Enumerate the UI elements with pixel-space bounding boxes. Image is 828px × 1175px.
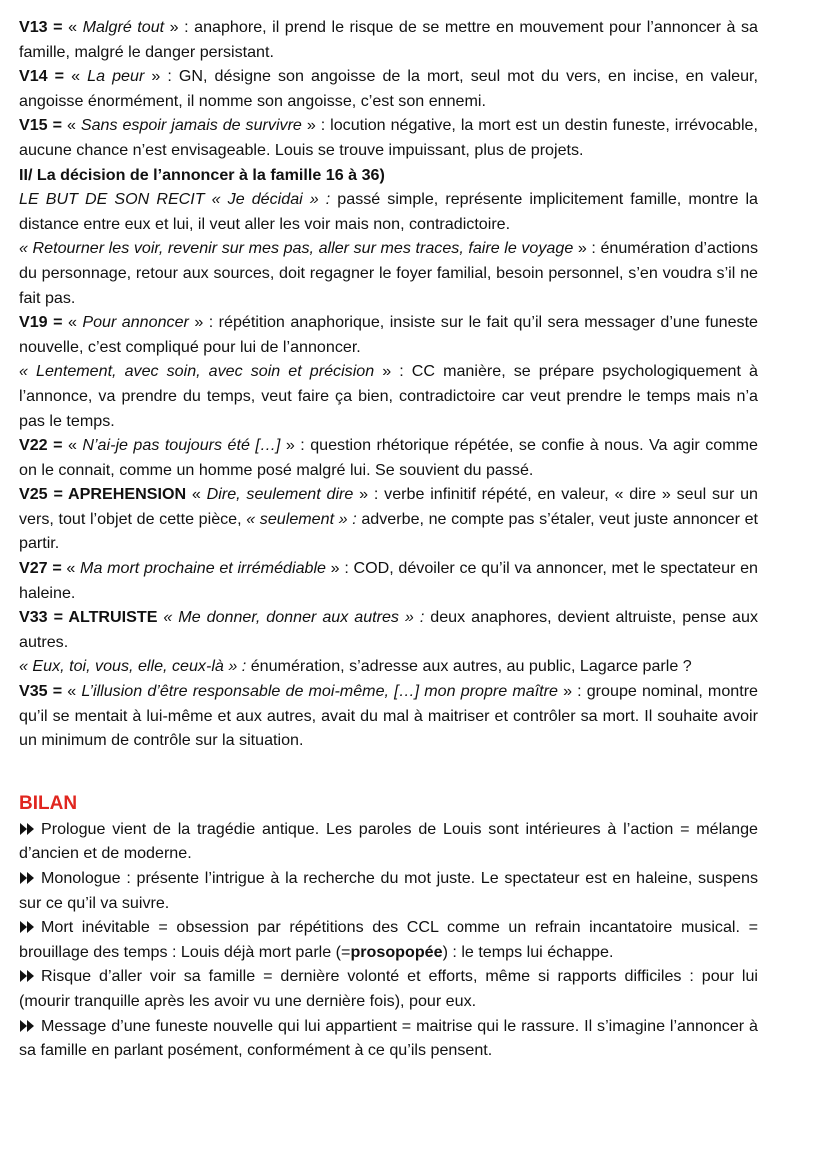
text-run: « Lentement, avec soin, avec soin et précision <box>19 362 375 381</box>
text-run: N’ai-je pas toujours été […] <box>82 436 281 455</box>
bilan-item <box>19 915 758 964</box>
paragraph-v33 <box>19 605 758 654</box>
paragraph-v13 <box>19 15 758 64</box>
bilan-item <box>19 1014 758 1063</box>
paragraph-eux <box>19 654 758 679</box>
text-run: L’illusion d’être responsable de moi-même, […] mon propre maître <box>81 682 558 701</box>
text-run: passé simple, représente implicitement famille, montre la distance entre eux et lui, il veut aller les voir mais non, contradictoire. <box>19 190 758 233</box>
text-run: adverbe, ne compte pas s’étaler, veut juste annoncer et partir. <box>19 509 758 553</box>
text-run: II/ La décision de l’annoncer à la famille 16 à 36) <box>19 165 385 184</box>
text-run: Risque d’aller voir sa famille = dernière volonté et efforts, même si rapports difficiles : pour lui (mourir tranquille après les avoir vu une dernière fois), pour eux. <box>19 967 758 1010</box>
bilan-item <box>19 866 758 915</box>
double-arrow-right-icon <box>19 1020 41 1032</box>
text-run: Message d’une funeste nouvelle qui lui appartient = maitrise qui le rassure. Il s’imagine l’annoncer à sa famille en parlant posément, conformément à ce qu’ils pensent. <box>19 1016 758 1060</box>
text-run: Dire, seulement dire <box>206 485 354 504</box>
text-run: prosopopée <box>350 942 443 961</box>
paragraph-v19 <box>19 310 758 359</box>
text-run: » : répétition anaphorique, insiste sur le fait qu’il sera messager d’une funeste nouvelle, c’est compliqué pour lui de l’annoncer. <box>19 313 759 356</box>
paragraph-lentement <box>19 359 758 433</box>
text-run: V19 = <box>19 313 68 332</box>
text-run: Pour annoncer <box>82 313 189 332</box>
text-run: V13 = <box>19 18 69 36</box>
text-run: « Eux, toi, vous, elle, ceux-là » : <box>19 657 247 676</box>
bilan-item <box>19 964 758 1013</box>
text-run: La peur <box>87 67 145 86</box>
text-run: LE BUT DE SON RECIT « Je décidai » : <box>19 190 331 209</box>
paragraph-v22 <box>19 433 758 482</box>
text-run: Prologue vient de la tragédie antique. Les paroles de Louis sont intérieures à l’action = mélange d’ancien et de moderne. <box>19 819 758 863</box>
text-run: ) : le temps lui échappe. <box>442 942 614 961</box>
paragraph-retourner <box>19 236 758 310</box>
paragraph-v15 <box>19 113 758 162</box>
double-arrow-right-icon <box>19 970 41 982</box>
text-run: » : énumération d’actions du personnage, retour aux sources, doit regagner le foyer familial, besoin personnel, s’en voudra s’il ne fait pas. <box>19 239 759 307</box>
double-arrow-right-icon <box>19 872 41 884</box>
double-arrow-right-icon <box>19 823 41 835</box>
double-arrow-right-icon <box>19 921 41 933</box>
section-spacer <box>19 753 758 777</box>
text-run: « <box>191 485 207 504</box>
bilan-item <box>19 817 758 866</box>
text-run: V15 = <box>19 116 67 135</box>
paragraph-but <box>19 187 758 236</box>
text-run: Mort inévitable = obsession par répétitions des CCL comme un refrain incantatoire musical. = brouillage des temps : Louis déjà mort parle (= <box>19 918 758 961</box>
text-run: « <box>71 67 88 86</box>
text-run: « <box>66 559 81 578</box>
analysis-notes <box>19 15 758 753</box>
text-run: V27 = <box>19 559 67 578</box>
text-run: « <box>67 313 83 332</box>
text-run: » : verbe infinitif répété, en valeur, « dire » seul sur un vers, tout l’objet de cette pièce, <box>19 485 759 528</box>
text-run: V14 = <box>19 67 72 86</box>
text-run: Ma mort prochaine et irrémédiable <box>80 559 326 578</box>
paragraph-v35 <box>19 679 758 753</box>
text-run: » : question rhétorique répétée, se confie à nous. Va agir comme on le connait, comme un homme posé malgré lui. Se souvient du passé. <box>19 436 758 479</box>
text-run: « <box>67 436 83 455</box>
text-run: « Retourner les voir, revenir sur mes pas, aller sur mes traces, faire le voyage <box>19 239 574 258</box>
text-run: V25 = APREHENSION <box>19 485 192 504</box>
text-run: » : locution négative, la mort est un destin funeste, irrévocable, aucune chance n’est envisageable. Louis se trouve impuissant, plus de projets. <box>19 116 758 159</box>
text-run: énumération, s’adresse aux autres, au public, Lagarce parle ? <box>246 657 692 676</box>
text-run: « <box>67 682 82 701</box>
text-run: Sans espoir jamais de survivre <box>80 116 302 135</box>
text-run: » : anaphore, il prend le risque de se mettre en mouvement pour l’annoncer à sa famille, malgré le danger persistant. <box>19 18 758 61</box>
text-run: « seulement » : <box>246 509 357 528</box>
text-run: » : groupe nominal, montre qu’il se mentait à lui-même et aux autres, avait du mal à maitriser et contrôler sa mort. Il souhaite avoir un minimum de contrôle sur la situation. <box>19 682 759 750</box>
text-run: Monologue : présente l’intrigue à la recherche du mot juste. Le spectateur est en haleine, suspens sur ce qu’il va suivre. <box>19 869 758 912</box>
bilan-heading: BILAN <box>19 792 78 814</box>
paragraph-v27 <box>19 556 758 605</box>
bilan-list <box>19 817 758 1063</box>
paragraph-v25 <box>19 482 758 556</box>
text-run: » : CC manière, se prépare psychologiquement à l’annonce, va prendre du temps, veut faire ça bien, contradictoire car veut prendre le temps mais n’a pas le temps. <box>19 362 758 430</box>
text-run: Malgré tout <box>82 18 165 36</box>
text-run: V22 = <box>19 436 68 455</box>
text-run: « Me donner, donner aux autres » : <box>163 608 425 627</box>
text-run: « <box>68 18 83 36</box>
text-run: » : COD, dévoiler ce qu’il va annoncer, met le spectateur en haleine. <box>19 559 758 602</box>
text-run: » : GN, désigne son angoisse de la mort, seul mot du vers, en incise, en valeur, angoisse énormément, il nomme son angoisse, c’est son ennemi. <box>19 67 758 110</box>
text-run: V35 = <box>19 682 68 701</box>
paragraph-v14 <box>19 64 758 113</box>
text-run: deux anaphores, devient altruiste, pense aux autres. <box>19 608 758 651</box>
text-run: « <box>66 116 81 135</box>
paragraph-section2 <box>19 163 758 188</box>
text-run: V33 = ALTRUISTE <box>19 608 164 627</box>
